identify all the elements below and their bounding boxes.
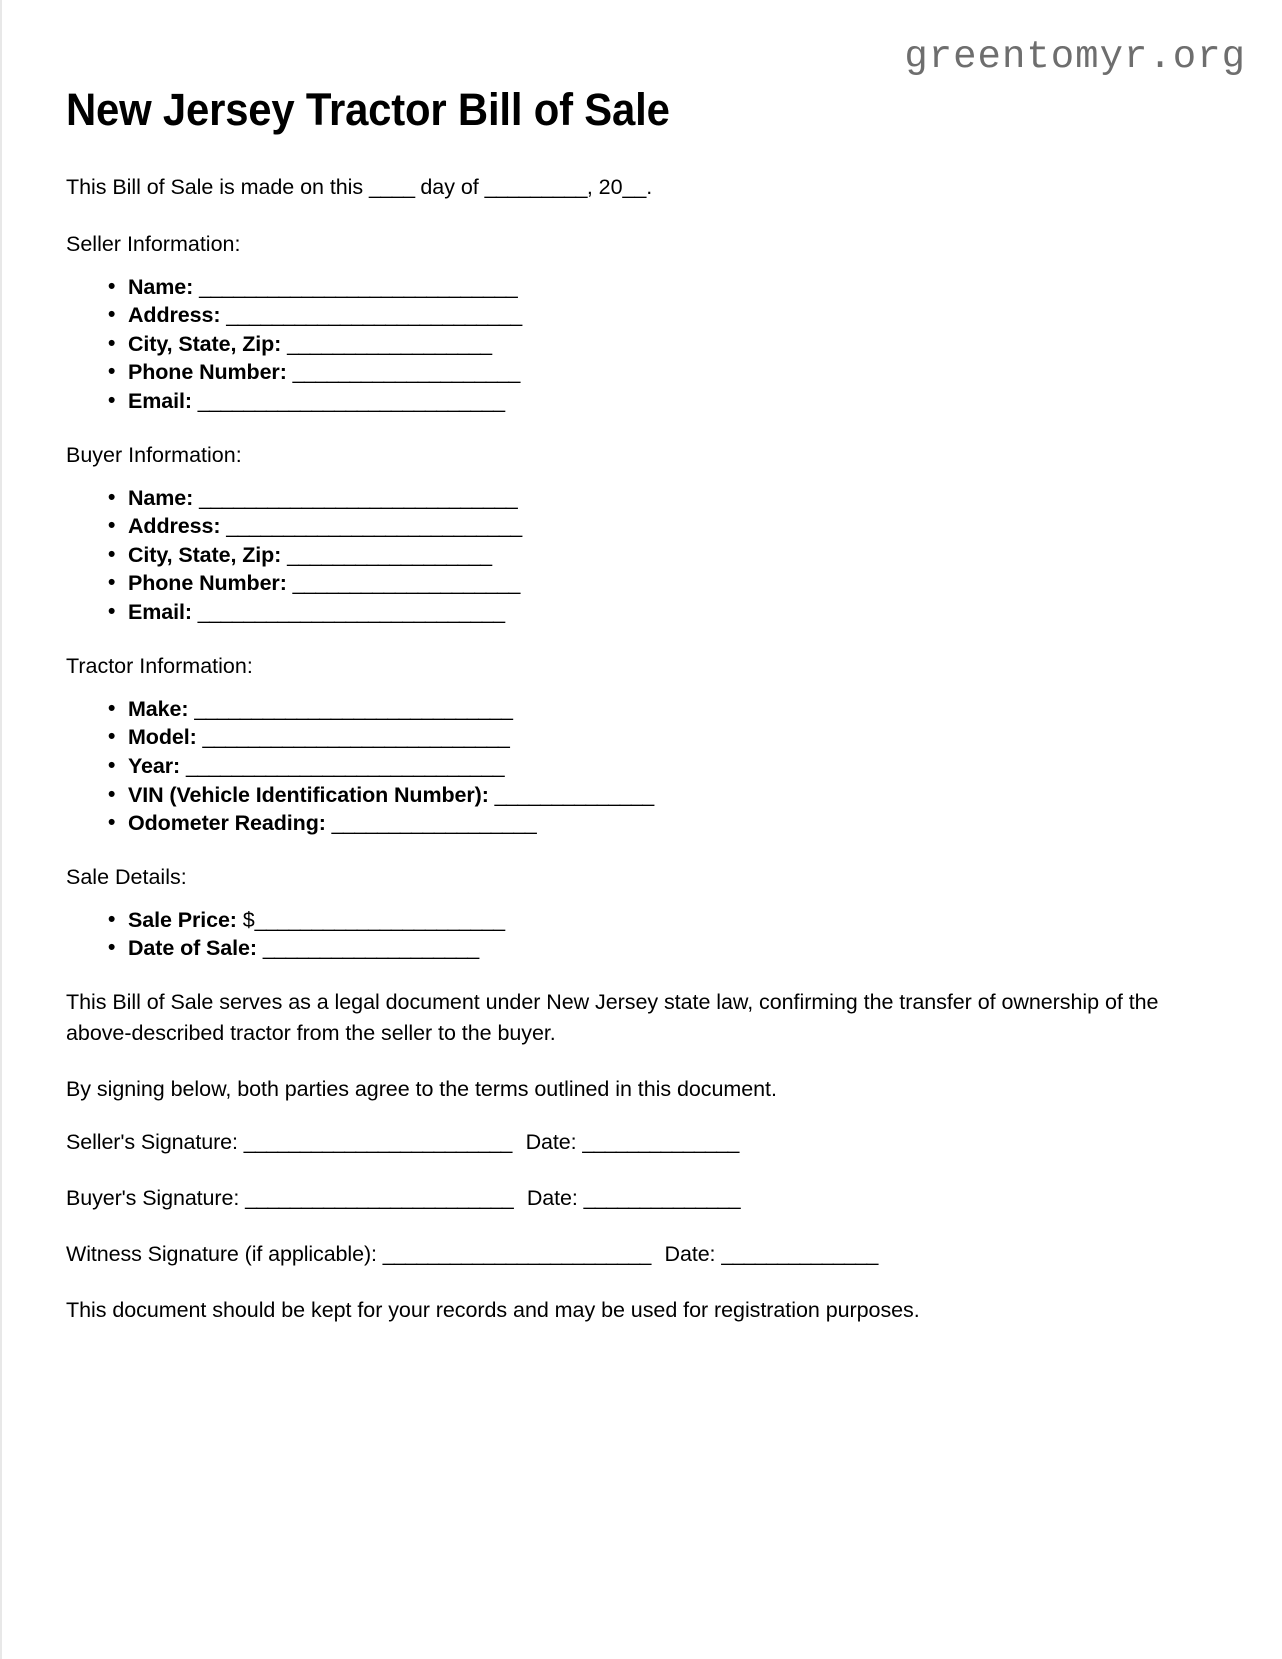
field-blank[interactable]: __________________: [287, 331, 492, 356]
intro-paragraph: [66, 172, 1176, 203]
field-row: [66, 906, 1176, 935]
field-label: VIN (Vehicle Identification Number):: [128, 782, 489, 807]
intro-day-blank: ____: [369, 175, 415, 199]
field-blank[interactable]: __________________________: [226, 514, 522, 539]
field-label: Odometer Reading:: [128, 811, 326, 836]
field-label: City, State, Zip:: [128, 331, 282, 356]
field-blank[interactable]: ____________________: [292, 571, 520, 596]
field-row: [66, 781, 1176, 810]
field-blank[interactable]: ___________________: [262, 936, 479, 961]
field-row: [66, 541, 1176, 570]
field-blank[interactable]: __________________________: [226, 303, 522, 328]
document-body: [66, 172, 1176, 1351]
intro-month-blank: _________: [484, 175, 587, 199]
currency-symbol: $: [242, 907, 255, 932]
field-list-buyer: [66, 484, 1176, 627]
field-blank[interactable]: __________________: [331, 811, 537, 836]
field-blank[interactable]: ______________: [494, 782, 654, 807]
field-label: Date of Sale:: [128, 936, 257, 961]
seller-signature-label: Seller's Signature:: [66, 1129, 238, 1154]
section-heading-tractor: Tractor Information:: [66, 653, 253, 678]
buyer-date-blank[interactable]: ______________: [583, 1185, 740, 1210]
field-blank[interactable]: ____________________________: [199, 274, 518, 299]
field-label: Model:: [128, 725, 197, 750]
section-heading-seller: Seller Information:: [66, 231, 241, 256]
page-title: New Jersey Tractor Bill of Sale: [66, 84, 670, 135]
field-row: [66, 387, 1176, 416]
field-label: Year:: [128, 753, 181, 778]
witness-date-label: Date:: [664, 1241, 716, 1266]
field-label: Address:: [128, 514, 221, 539]
field-row: [66, 358, 1176, 387]
field-blank[interactable]: ___________________________: [202, 725, 510, 750]
field-row: [66, 695, 1176, 724]
intro-suffix: , 20__.: [586, 175, 653, 199]
section-heading-buyer: Buyer Information:: [66, 442, 242, 467]
field-label: City, State, Zip:: [128, 542, 282, 567]
field-label: Name:: [128, 274, 194, 299]
field-row: [66, 512, 1176, 541]
field-label: Address:: [128, 303, 221, 328]
field-row: [66, 301, 1176, 330]
seller-signature-line: [66, 1127, 1176, 1157]
field-blank[interactable]: ____________________________: [194, 696, 513, 721]
witness-signature-line: [66, 1239, 1176, 1269]
field-row: [66, 484, 1176, 513]
field-label: Sale Price:: [128, 907, 237, 932]
field-blank[interactable]: __________________: [287, 542, 492, 567]
buyer-signature-label: Buyer's Signature:: [66, 1185, 240, 1210]
field-label: Phone Number:: [128, 571, 287, 596]
agreement-paragraph: By signing below, both parties agree to the terms outlined in this document.: [66, 1077, 777, 1102]
seller-date-label: Date:: [525, 1129, 577, 1154]
field-label: Email:: [128, 388, 192, 413]
site-watermark: greentomyr.org: [904, 35, 1246, 79]
witness-signature-label: Witness Signature (if applicable):: [66, 1241, 377, 1266]
field-blank[interactable]: ____________________: [292, 360, 520, 385]
section-heading-sale-details: Sale Details:: [66, 864, 187, 889]
field-blank[interactable]: ______________________: [254, 907, 505, 932]
seller-date-blank[interactable]: ______________: [582, 1129, 739, 1154]
witness-date-blank[interactable]: ______________: [721, 1241, 878, 1266]
footer-paragraph: This document should be kept for your records and may be used for registration purposes.: [66, 1297, 920, 1322]
field-list-sale-details: [66, 906, 1176, 963]
field-row: [66, 598, 1176, 627]
field-blank[interactable]: ___________________________: [197, 600, 505, 625]
field-list-tractor: [66, 695, 1176, 838]
field-row: [66, 809, 1176, 838]
field-row: [66, 752, 1176, 781]
field-label: Phone Number:: [128, 360, 287, 385]
intro-mid: day of: [414, 175, 485, 199]
buyer-date-label: Date:: [526, 1185, 578, 1210]
field-row: [66, 273, 1176, 302]
field-blank[interactable]: ____________________________: [185, 753, 504, 778]
field-blank[interactable]: ____________________________: [199, 485, 518, 510]
buyer-signature-blank[interactable]: ________________________: [245, 1185, 513, 1210]
field-row: [66, 569, 1176, 598]
field-label: Name:: [128, 485, 194, 510]
field-label: Make:: [128, 696, 189, 721]
field-label: Email:: [128, 600, 192, 625]
field-row: [66, 330, 1176, 359]
field-blank[interactable]: ___________________________: [197, 388, 505, 413]
legal-paragraph: This Bill of Sale serves as a legal document under New Jersey state law, confirming the transfer of ownership of the above-described tractor from the seller to the buyer.: [66, 989, 1159, 1045]
intro-prefix: This Bill of Sale is made on this: [66, 175, 370, 199]
field-row: [66, 934, 1176, 963]
field-row: [66, 723, 1176, 752]
seller-signature-blank[interactable]: ________________________: [243, 1129, 512, 1154]
field-list-seller: [66, 273, 1176, 416]
buyer-signature-line: [66, 1183, 1176, 1213]
witness-signature-blank[interactable]: ________________________: [382, 1241, 651, 1266]
